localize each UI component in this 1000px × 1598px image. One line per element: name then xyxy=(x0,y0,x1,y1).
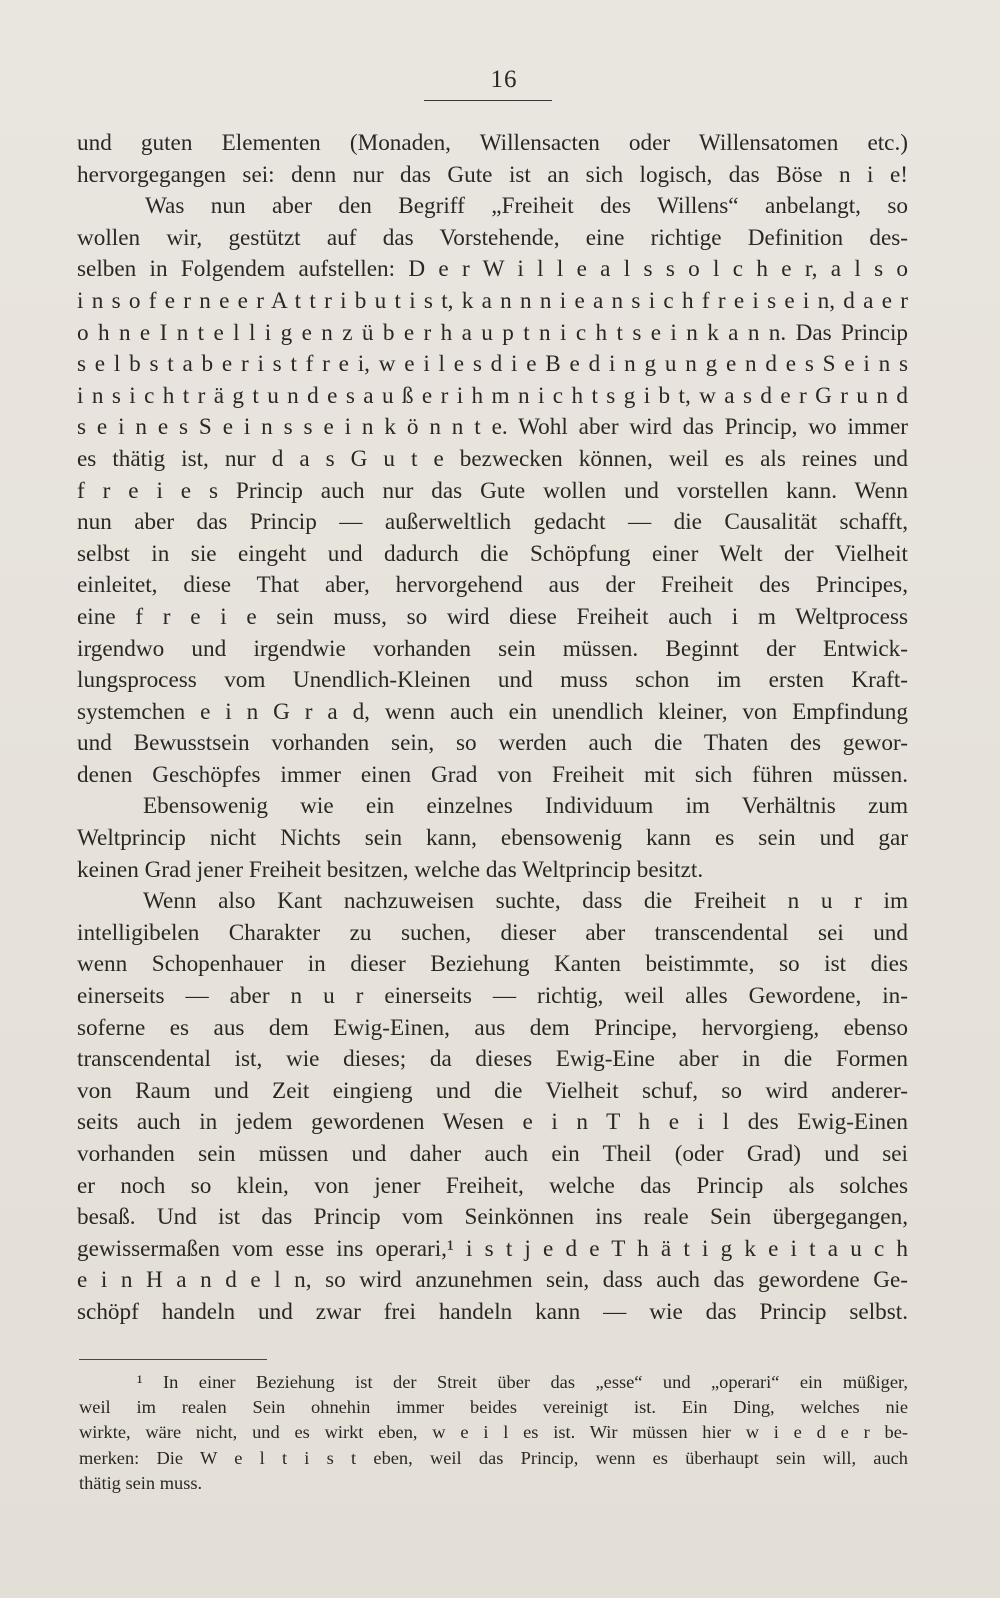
text-line: und Bewusstsein vorhanden sein, so werden auch die Thaten des gewor- xyxy=(77,730,908,757)
footnote-line: weil im realen Sein ohnehin immer beides vereinigt ist. Ein Ding, welches nie xyxy=(79,1397,908,1418)
text-line: f r e i e s Princip auch nur das Gute wollen und vorstellen kann. Wenn xyxy=(77,477,908,504)
text-line: und guten Elementen (Monaden, Willensacten oder Willensatomen etc.) xyxy=(77,130,908,156)
text-line: gewissermaßen vom esse ins operari,¹ i s t j e d e T h ä t i g k e i t a u c h xyxy=(77,1235,908,1262)
text-line: i n s i c h t r ä g t u n d e s a u ß e r i h m n i c h t s g i b t, w a s d e r G r u n d xyxy=(77,382,908,409)
text-line: schöpf handeln und zwar frei handeln kann — wie das Princip selbst. xyxy=(77,1298,908,1325)
text-line: i n s o f e r n e e r A t t r i b u t i s t, k a n n n i e a n s i c h f r e i s e i n, d a e r xyxy=(77,287,908,314)
footnote xyxy=(79,1370,908,1496)
footnote-line: wirkte, wäre nicht, und es wirkt eben, w e i l es ist. Wir müssen hier w i e d e r be- xyxy=(79,1422,908,1443)
text-line: wenn Schopenhauer in dieser Beziehung Kanten beistimmte, so ist dies xyxy=(77,951,908,978)
text-line: er noch so klein, von jener Freiheit, welche das Princip als solches xyxy=(77,1172,908,1199)
text-line: lungsprocess vom Unendlich-Kleinen und muss schon im ersten Kraft- xyxy=(77,667,908,694)
footnote-line: merken: Die W e l t i s t eben, weil das Princip, wenn es überhaupt sein will, auch xyxy=(79,1447,908,1468)
text-line: es thätig ist, nur d a s G u t e bezwecken können, weil es als reines und xyxy=(77,445,908,472)
footnote-line: thätig sein muss. xyxy=(79,1472,203,1493)
text-line: selbst in sie eingeht und dadurch die Schöpfung einer Welt der Vielheit xyxy=(77,540,908,567)
page-number: 16 xyxy=(490,66,518,93)
footnote-line: ¹ In einer Beziehung ist der Streit über das „esse“ und „operari“ ein müßiger, xyxy=(137,1372,908,1392)
text-line: s e i n e s S e i n s s e i n k ö n n t e. Wohl aber wird das Princip, wo immer xyxy=(77,414,908,441)
text-line: transcendental ist, wie dieses; da dieses Ewig-Eine aber in die Formen xyxy=(77,1046,908,1073)
text-line: besaß. Und ist das Princip vom Seinkönnen ins reale Sein übergegangen, xyxy=(77,1204,908,1231)
text-line: hervorgegangen sei: denn nur das Gute ist an sich logisch, das Böse n i e! xyxy=(77,161,908,188)
text-line: soferne es aus dem Ewig-Einen, aus dem Principe, hervorgieng, ebenso xyxy=(77,1014,908,1041)
page-header xyxy=(0,66,1000,94)
header-rule xyxy=(424,100,552,101)
text-line: keinen Grad jener Freiheit besitzen, welche das Weltprincip besitzt. xyxy=(77,856,704,883)
text-line: Was nun aber den Begriff „Freiheit des Willens“ anbelangt, so xyxy=(145,193,908,220)
text-line: einleitet, diese That aber, hervorgehend aus der Freiheit des Principes, xyxy=(77,572,908,599)
text-line: o h n e I n t e l l i g e n z ü b e r h a u p t n i c h t s e i n k a n n. Das Princip xyxy=(77,319,908,346)
text-line: intelligibelen Charakter zu suchen, dieser aber transcendental sei und xyxy=(77,919,908,946)
text-line: Ebensowenig wie ein einzelnes Individuum im Verhältnis zum xyxy=(143,793,908,820)
text-line: vorhanden sein müssen und daher auch ein Theil (oder Grad) und sei xyxy=(77,1141,908,1167)
text-line: von Raum und Zeit eingieng und die Vielheit schuf, so wird anderer- xyxy=(77,1077,908,1104)
text-line: Wenn also Kant nachzuweisen suchte, dass die Freiheit n u r im xyxy=(143,888,908,915)
text-line: Weltprincip nicht Nichts sein kann, ebensowenig kann es sein und gar xyxy=(77,825,908,852)
text-line: einerseits — aber n u r einerseits — richtig, weil alles Gewordene, in- xyxy=(77,983,908,1010)
main-text xyxy=(77,128,908,1329)
text-line: s e l b s t a b e r i s t f r e i, w e i l e s d i e B e d i n g u n g e n d e s S e i n s xyxy=(77,351,908,378)
text-line: irgendwo und irgendwie vorhanden sein müssen. Beginnt der Entwick- xyxy=(77,635,908,662)
text-line: wollen wir, gestützt auf das Vorstehende, eine richtige Definition des- xyxy=(77,224,908,251)
text-line: systemchen e i n G r a d, wenn auch ein unendlich kleiner, von Empfindung xyxy=(77,698,908,725)
text-line: nun aber das Princip — außerweltlich gedacht — die Causalität schafft, xyxy=(77,509,908,536)
text-line: seits auch in jedem gewordenen Wesen e i n T h e i l des Ewig-Einen xyxy=(77,1109,908,1136)
text-line: denen Geschöpfes immer einen Grad von Freiheit mit sich führen müssen. xyxy=(77,761,908,788)
text-line: e i n H a n d e l n, so wird anzunehmen sein, dass auch das gewordene Ge- xyxy=(77,1267,908,1294)
footnote-rule xyxy=(79,1359,267,1360)
text-line: selben in Folgendem aufstellen: D e r W i l l e a l s s o l c h e r, a l s o xyxy=(77,256,908,283)
text-line: eine f r e i e sein muss, so wird diese Freiheit auch i m Weltprocess xyxy=(77,603,908,630)
